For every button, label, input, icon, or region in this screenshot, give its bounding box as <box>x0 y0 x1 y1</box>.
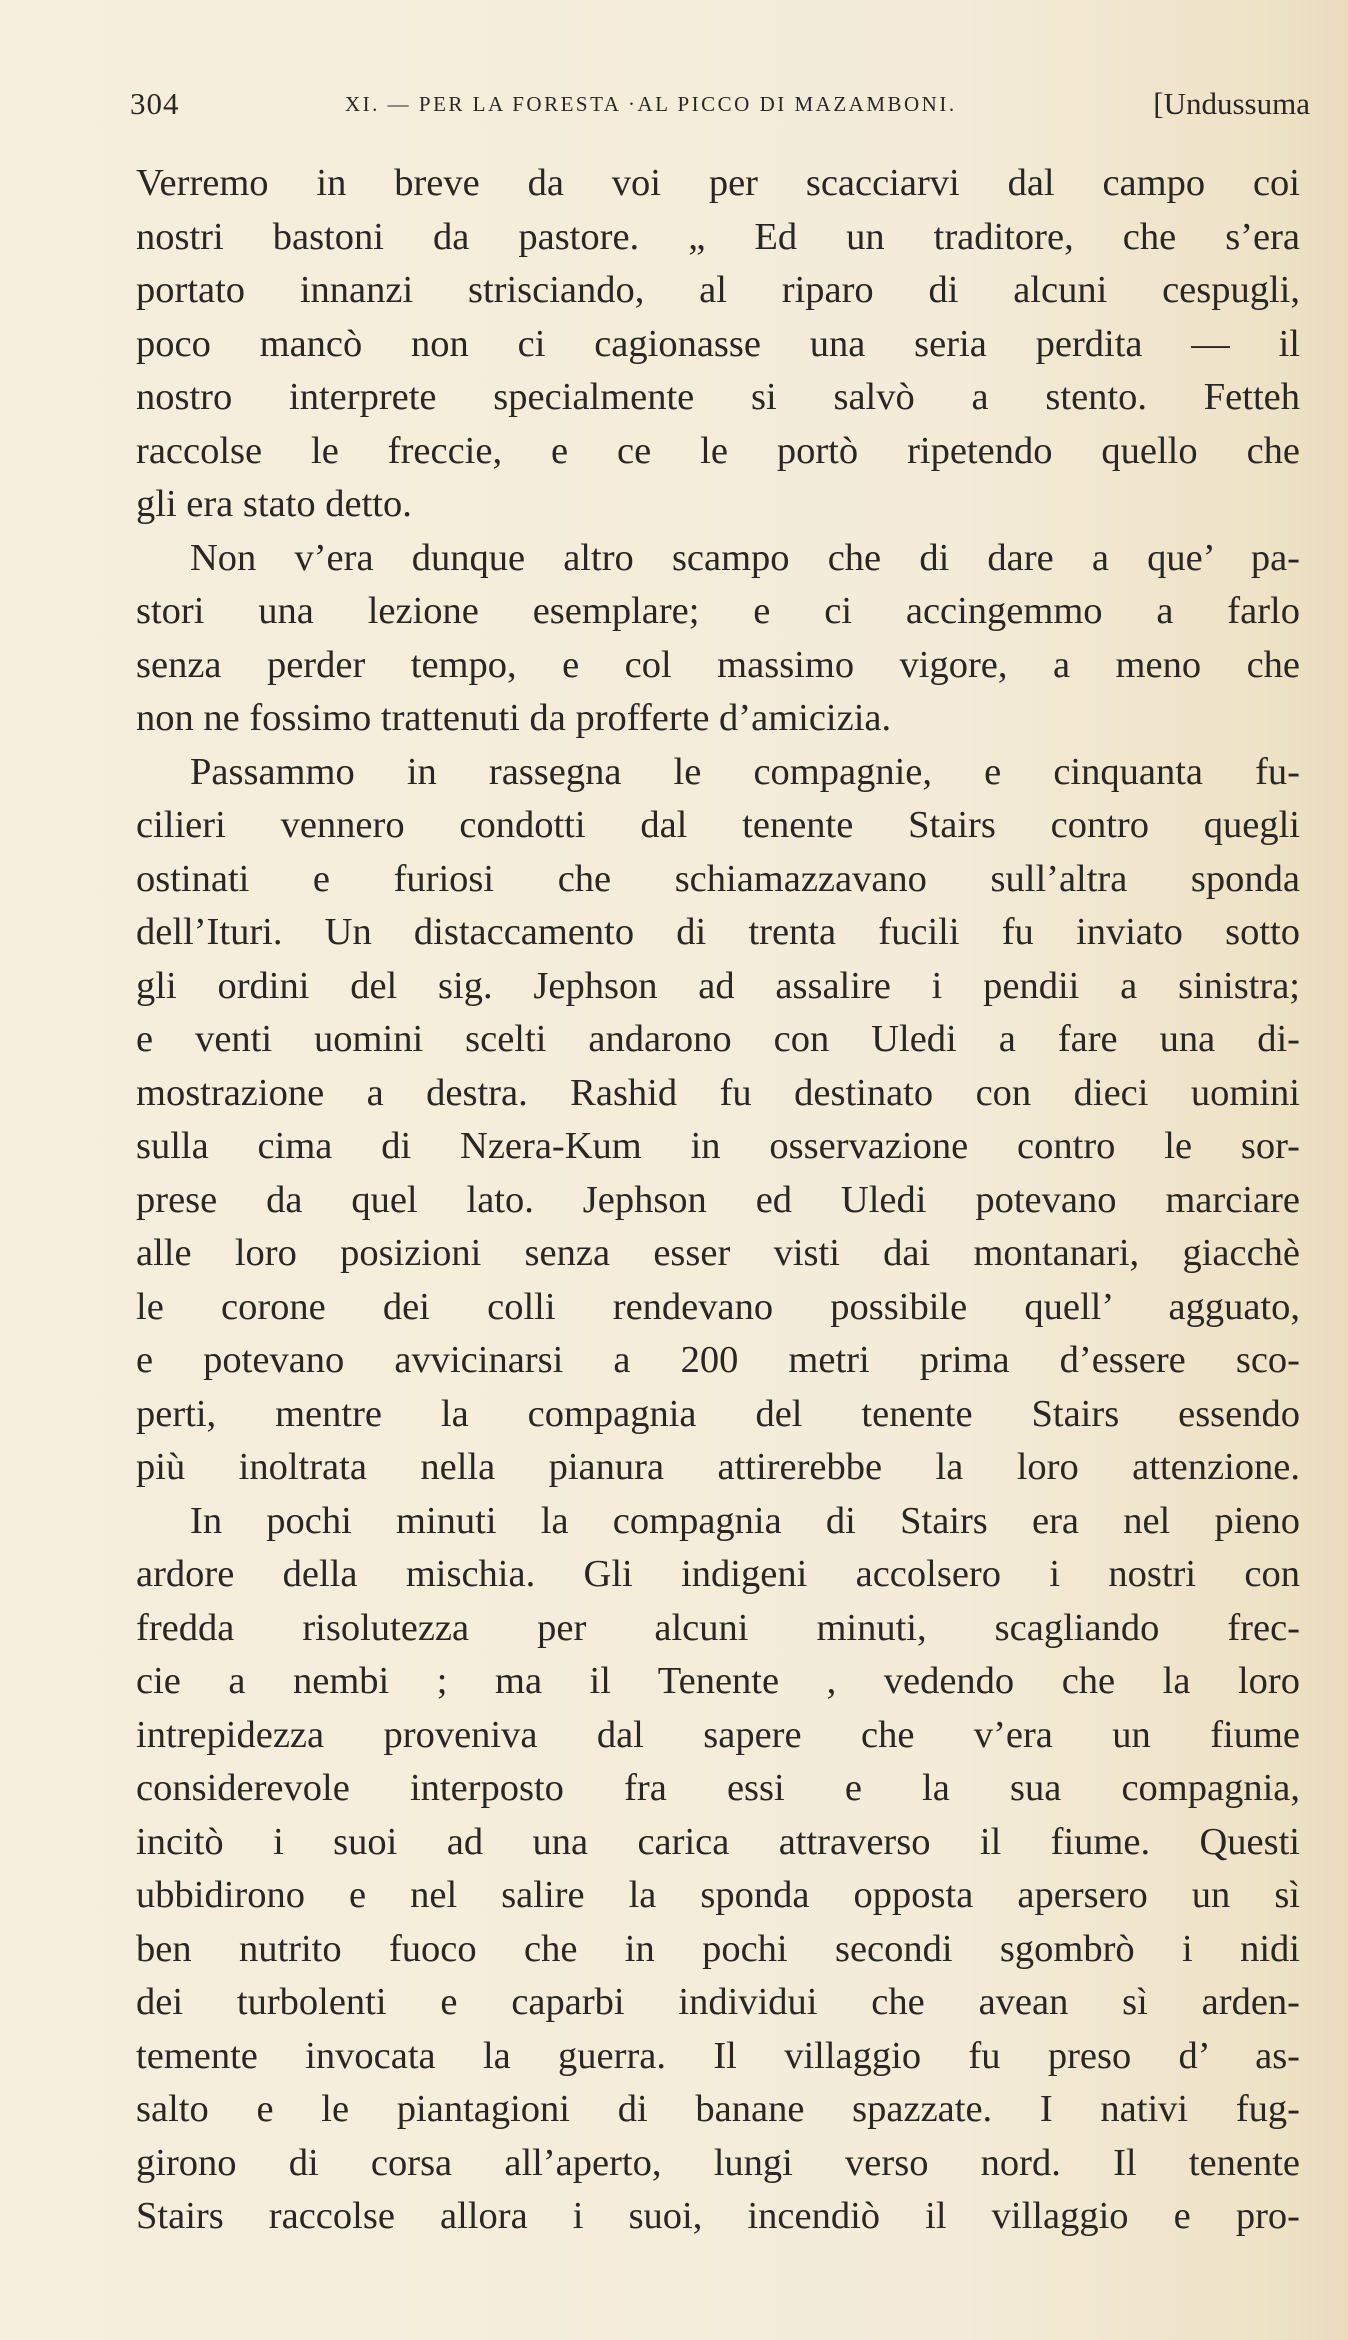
text-line: nostri bastoni da pastore. „ Ed un traditore, che s’era <box>136 215 1300 258</box>
text-line: incitò i suoi ad una carica attraverso il fiume. Questi <box>136 1820 1300 1863</box>
text-line: perti, mentre la compagnia del tenente Stairs essendo <box>136 1392 1300 1435</box>
text-line: mostrazione a destra. Rashid fu destinato con dieci uomini <box>136 1071 1300 1114</box>
text-line: Non v’era dunque altro scampo che di dare a que’ pa- <box>190 536 1300 579</box>
text-line: ubbidirono e nel salire la sponda opposta apersero un sì <box>136 1874 1300 1916</box>
text-line: considerevole interposto fra essi e la sua compagnia, <box>136 1767 1300 1809</box>
text-line: prese da quel lato. Jephson ed Uledi potevano marciare <box>136 1178 1300 1221</box>
text-line: stori una lezione esemplare; e ci accingemmo a farlo <box>136 590 1300 632</box>
text-line: ostinati e furiosi che schiamazzavano sull’altra sponda <box>136 857 1300 900</box>
text-line: più inoltrata nella pianura attirerebbe la loro attenzione. <box>136 1446 1300 1488</box>
text-line: le corone dei colli rendevano possibile quell’ agguato, <box>136 1285 1300 1328</box>
text-line: cilieri vennero condotti dal tenente Stairs contro quegli <box>136 804 1300 846</box>
text-line: sulla cima di Nzera-Kum in osservazione contro le sor- <box>136 1125 1300 1167</box>
text-line: alle loro posizioni senza esser visti dai montanari, giacchè <box>136 1232 1300 1274</box>
text-line: girono di corsa all’aperto, lungi verso nord. Il tenente <box>136 2141 1300 2184</box>
text-line: gli ordini del sig. Jephson ad assalire i pendii a sinistra; <box>136 964 1300 1007</box>
text-line: Stairs raccolse allora i suoi, incendiò il villaggio e pro- <box>136 2195 1300 2237</box>
text-line: dei turbolenti e caparbi individui che avean sì arden- <box>136 1981 1300 2023</box>
text-line: e venti uomini scelti andarono con Uledi a fare una di- <box>136 1018 1300 1060</box>
text-line: Passammo in rassegna le compagnie, e cinquanta fu- <box>190 750 1300 793</box>
text-line: e potevano avvicinarsi a 200 metri prima d’essere sco- <box>136 1339 1300 1381</box>
text-line: raccolse le freccie, e ce le portò ripetendo quello che <box>136 429 1300 472</box>
text-line: salto e le piantagioni di banane spazzate. I nativi fug- <box>136 2088 1300 2130</box>
page-header <box>130 86 1310 126</box>
text-line: temente invocata la guerra. Il villaggio fu preso d’ as- <box>136 2034 1300 2077</box>
section-label: [Undussuma <box>1153 86 1310 121</box>
text-line: poco mancò non ci cagionasse una seria perdita — il <box>136 322 1300 365</box>
page-number: 304 <box>130 86 180 121</box>
text-line: fredda risolutezza per alcuni minuti, scagliando frec- <box>136 1606 1300 1649</box>
text-line: In pochi minuti la compagnia di Stairs era nel pieno <box>190 1499 1300 1542</box>
text-line: ardore della mischia. Gli indigeni accolsero i nostri con <box>136 1553 1300 1595</box>
text-line: portato innanzi strisciando, al riparo di alcuni cespugli, <box>136 269 1300 311</box>
text-line: gli era stato detto. <box>136 483 412 525</box>
text-line: cie a nembi ; ma il Tenente , vedendo che la loro <box>136 1660 1300 1702</box>
text-line: senza perder tempo, e col massimo vigore, a meno che <box>136 643 1300 686</box>
text-line: dell’Ituri. Un distaccamento di trenta fucili fu inviato sotto <box>136 911 1300 953</box>
text-line: nostro interprete specialmente si salvò a stento. Fetteh <box>136 376 1300 418</box>
text-line: ben nutrito fuoco che in pochi secondi sgombrò i nidi <box>136 1927 1300 1970</box>
body-text <box>136 157 1300 2244</box>
text-line: Verremo in breve da voi per scacciarvi dal campo coi <box>136 162 1300 204</box>
running-title: XI. — PER LA FORESTA ·AL PICCO DI MAZAMBONI. <box>345 92 957 116</box>
text-line: intrepidezza proveniva dal sapere che v’era un fiume <box>136 1713 1300 1756</box>
text-line: non ne fossimo trattenuti da profferte d’amicizia. <box>136 697 892 739</box>
